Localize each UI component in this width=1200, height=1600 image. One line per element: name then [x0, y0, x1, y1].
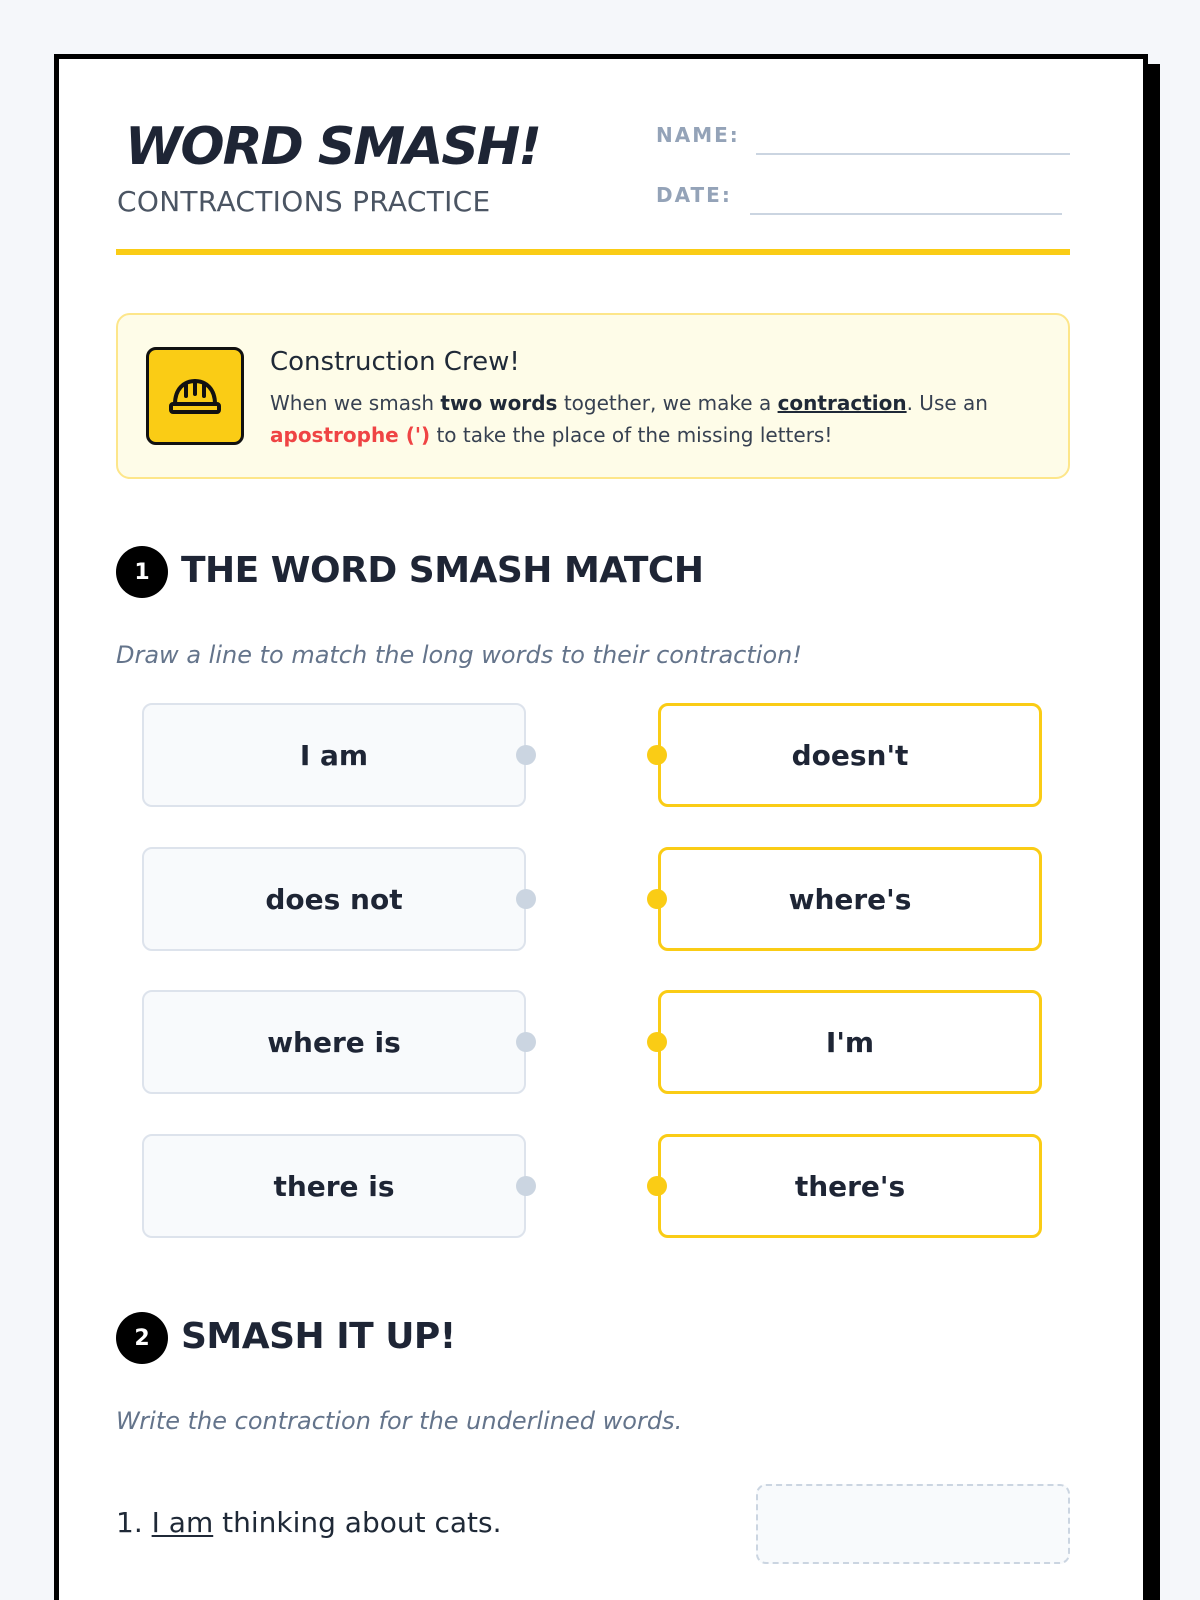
section-1-instruction: Draw a line to match the long words to their contraction!	[116, 641, 802, 669]
header-divider	[116, 249, 1070, 255]
term-apostrophe: apostrophe (')	[270, 423, 431, 447]
worksheet-page	[54, 54, 1148, 1600]
exercise-sentence: 1. I am thinking about cats.	[116, 1506, 502, 1539]
info-callout	[116, 313, 1070, 479]
section-2-instruction: Write the contraction for the underlined words.	[116, 1407, 683, 1435]
match-right-card[interactable]: where's	[658, 847, 1042, 951]
match-connector-dot[interactable]	[647, 745, 667, 765]
underlined-words: I am	[151, 1506, 214, 1539]
name-label: NAME:	[656, 123, 740, 147]
callout-text: When we smash two words together, we make a contraction. Use an apostrophe (') to take the place of the missing letters!	[270, 391, 988, 447]
callout-title: Construction Crew!	[270, 347, 520, 377]
section-2-title: SMASH IT UP!	[181, 1316, 456, 1357]
name-field[interactable]	[756, 153, 1070, 155]
match-connector-dot[interactable]	[647, 1176, 667, 1196]
hard-hat-icon	[146, 347, 244, 445]
answer-input[interactable]	[756, 1484, 1070, 1564]
match-left-card[interactable]: I am	[142, 703, 526, 807]
page-title: WORD SMASH!	[125, 117, 540, 177]
match-connector-dot[interactable]	[516, 1032, 536, 1052]
date-label: DATE:	[656, 183, 732, 207]
match-connector-dot[interactable]	[647, 889, 667, 909]
match-connector-dot[interactable]	[516, 745, 536, 765]
match-connector-dot[interactable]	[647, 1032, 667, 1052]
match-connector-dot[interactable]	[516, 1176, 536, 1196]
term-contraction: contraction	[777, 391, 907, 415]
section-1-badge: 1	[116, 546, 168, 598]
match-right-card[interactable]: I'm	[658, 990, 1042, 1094]
page-subtitle: CONTRACTIONS PRACTICE	[117, 185, 491, 218]
date-field[interactable]	[750, 213, 1062, 215]
match-left-card[interactable]: does not	[142, 847, 526, 951]
match-left-card[interactable]: there is	[142, 1134, 526, 1238]
match-left-card[interactable]: where is	[142, 990, 526, 1094]
match-right-card[interactable]: doesn't	[658, 703, 1042, 807]
section-2-badge: 2	[116, 1312, 168, 1364]
match-right-card[interactable]: there's	[658, 1134, 1042, 1238]
match-connector-dot[interactable]	[516, 889, 536, 909]
section-1-title: THE WORD SMASH MATCH	[181, 550, 704, 591]
